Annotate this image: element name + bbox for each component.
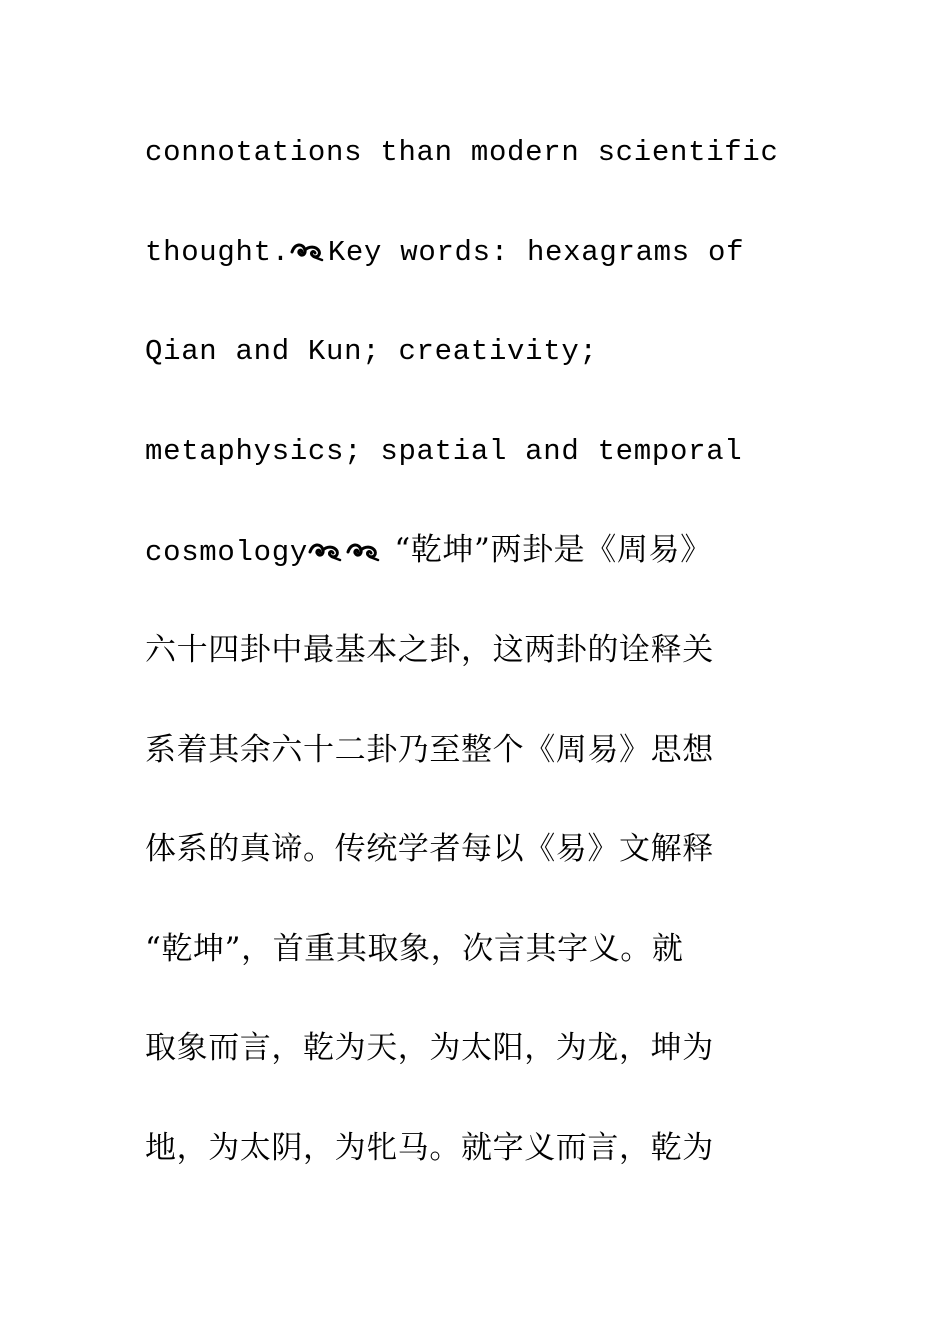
text-line-content: cosmology [145,536,308,570]
text-line-content: metaphysics; spatial and temporal [145,434,743,468]
text-line-content: 系着其余六十二卦乃至整个《周易》思想 [145,731,714,768]
body-text [145,103,805,1199]
text-line [145,999,805,1099]
text-line-content: 六十四卦中最基本之卦，这两卦的诠释关 [145,631,714,668]
text-line-content: “乾坤”，首重其取象，次言其字义。就 [145,930,684,967]
text-line-content: 取象而言，乾为天，为太阳，为龙，坤为 [145,1030,714,1067]
text-line-content: 体系的真谛。传统学者每以《易》文解释 [145,831,714,868]
text-line-content: thought. [145,235,290,269]
text-line-content: “乾坤”两卦是《周易》 [383,532,712,569]
text-line [145,800,805,900]
text-line [145,501,805,601]
text-line [145,203,805,303]
text-line-content: Qian and Kun; creativity; [145,335,598,369]
text-line [145,302,805,402]
text-line [145,900,805,1000]
swirl-ornament-icon [290,240,324,262]
swirl-ornament-icon [346,540,380,562]
text-line [145,601,805,701]
text-line-content: connotations than modern scientific [145,136,779,169]
text-line [145,103,805,203]
text-line [145,402,805,502]
text-line [145,1099,805,1199]
text-line [145,701,805,801]
text-line-content: 地，为太阴，为牝马。就字义而言，乾为 [145,1129,714,1166]
swirl-ornament-icon [308,540,342,562]
text-line-content: Key words: hexagrams of [327,235,745,269]
